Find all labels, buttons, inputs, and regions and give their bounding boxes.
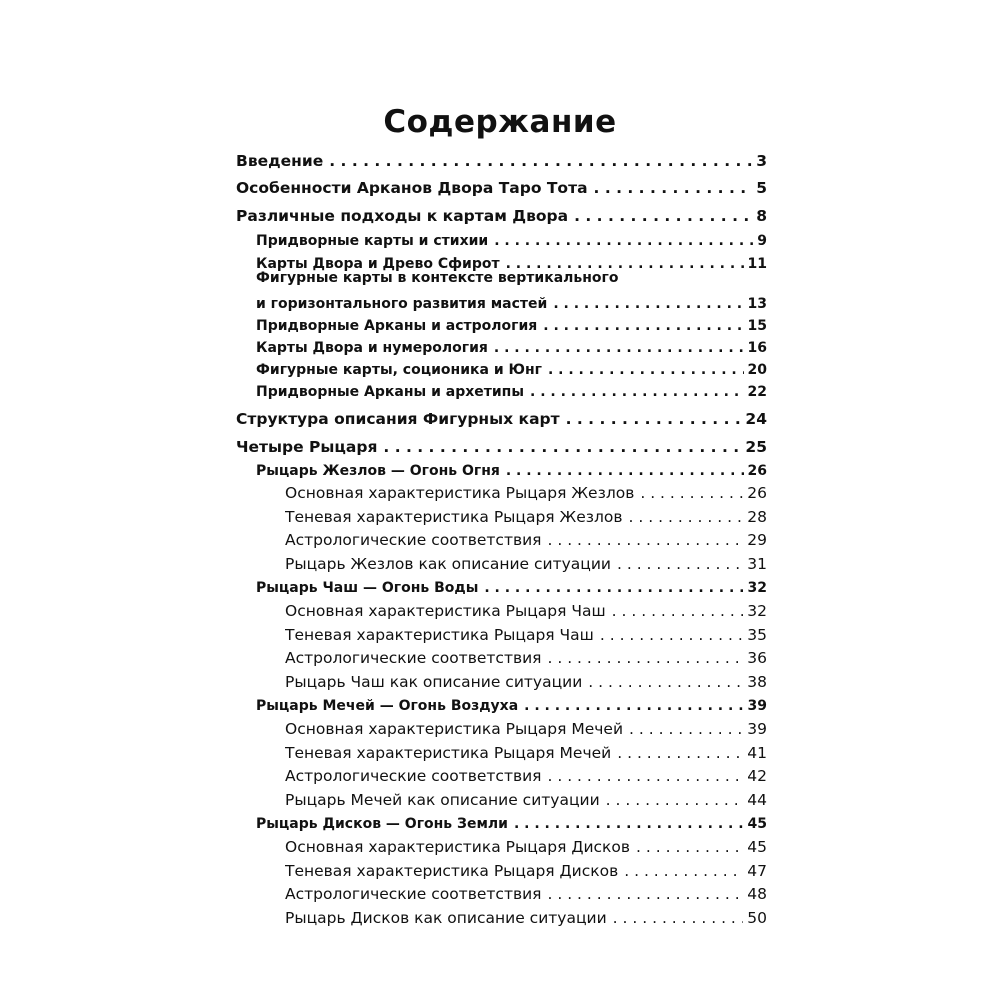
toc-entry[interactable]	[0, 248, 1000, 272]
toc-page-number: 20	[747, 362, 767, 378]
leader-dots	[640, 484, 743, 502]
toc-entry-label: Теневая характеристика Рыцаря Мечей	[285, 744, 612, 762]
toc-entry[interactable]	[0, 761, 1000, 785]
toc-entry-label: Структура описания Фигурных карт	[236, 410, 560, 428]
leader-dots	[600, 626, 743, 644]
toc-entry[interactable]	[0, 738, 1000, 762]
toc-entry[interactable]	[0, 201, 1000, 225]
toc-entry-label: Особенности Арканов Двора Таро Тота	[236, 179, 588, 197]
leader-dots	[613, 909, 744, 927]
toc-entry[interactable]	[0, 808, 1000, 832]
toc-entry-label: Рыцарь Дисков как описание ситуации	[285, 909, 607, 927]
toc-page-number: 45	[747, 816, 767, 832]
leader-dots	[524, 698, 743, 714]
toc-entry-label: Рыцарь Чаш как описание ситуации	[285, 673, 583, 691]
toc-page-number: 38	[747, 673, 767, 691]
toc-page-number: 39	[747, 720, 767, 738]
leader-dots	[606, 791, 744, 809]
leader-dots	[329, 152, 752, 170]
toc-entry[interactable]	[0, 310, 1000, 334]
toc-entry[interactable]	[0, 620, 1000, 644]
toc-page-number: 42	[747, 767, 767, 785]
toc-page-number: 35	[747, 626, 767, 644]
toc-page-number: 44	[747, 791, 767, 809]
toc-entry-label: и горизонтального развития мастей	[256, 296, 548, 312]
toc-page-number: 24	[745, 410, 767, 428]
leader-dots	[624, 862, 743, 880]
leader-dots	[514, 816, 744, 832]
toc-entry-label: Карты Двора и нумерология	[256, 340, 488, 356]
toc-entry-label: Рыцарь Чаш — Огонь Воды	[256, 580, 479, 596]
toc-entry[interactable]	[0, 146, 1000, 170]
leader-dots	[494, 233, 753, 249]
toc-entry-label: Теневая характеристика Рыцаря Дисков	[285, 862, 619, 880]
toc-entry-label: Рыцарь Дисков — Огонь Земли	[256, 816, 508, 832]
toc-page-number: 5	[756, 179, 767, 197]
toc-entry-label: Основная характеристика Рыцаря Дисков	[285, 838, 631, 856]
toc-page-number: 16	[747, 340, 767, 356]
toc-entry-label: Основная характеристика Рыцаря Чаш	[285, 602, 606, 620]
toc-page-number: 28	[747, 508, 767, 526]
toc-entry-label: Теневая характеристика Рыцаря Жезлов	[285, 508, 623, 526]
leader-dots	[548, 885, 744, 903]
toc-entry-label: Карты Двора и Древо Сфирот	[256, 256, 500, 272]
toc-page-number: 3	[756, 152, 767, 170]
toc-page-number: 32	[747, 602, 767, 620]
toc-page-number: 31	[747, 555, 767, 573]
toc-entry-label: Основная характеристика Рыцаря Мечей	[285, 720, 624, 738]
page-title: Содержание	[383, 104, 617, 140]
leader-dots	[484, 580, 743, 596]
toc-page-number: 41	[747, 744, 767, 762]
leader-dots	[612, 602, 744, 620]
toc-page-number: 26	[747, 463, 767, 479]
leader-dots	[617, 555, 743, 573]
toc-entry[interactable]	[0, 714, 1000, 738]
toc-entry-label: Астрологические соответствия	[285, 767, 542, 785]
toc-entry-label: Рыцарь Жезлов как описание ситуации	[285, 555, 611, 573]
toc-entry[interactable]	[0, 596, 1000, 620]
leader-dots	[530, 384, 744, 400]
leader-dots	[548, 531, 744, 549]
toc-entry-label: Придворные Арканы и архетипы	[256, 384, 525, 400]
toc-entry-label: Придворные карты и стихии	[256, 233, 489, 249]
toc-entry-label: Придворные Арканы и астрология	[256, 318, 538, 334]
toc-entry-label: Астрологические соответствия	[285, 531, 542, 549]
toc-entry-label: Рыцарь Жезлов — Огонь Огня	[256, 463, 500, 479]
leader-dots	[588, 673, 743, 691]
leader-dots	[629, 508, 744, 526]
toc-page-number: 26	[747, 484, 767, 502]
toc-entry-label: Четыре Рыцаря	[236, 438, 378, 456]
toc-entry-label-line1: Фигурные карты в контексте вертикального	[256, 270, 619, 286]
toc-entry[interactable]	[0, 502, 1000, 526]
toc-page-number: 8	[756, 207, 767, 225]
toc-entry-label: Фигурные карты, соционика и Юнг	[256, 362, 542, 378]
toc-page-number: 9	[757, 233, 767, 249]
leader-dots	[548, 767, 744, 785]
toc-entry[interactable]	[0, 376, 1000, 400]
toc-page-number: 13	[747, 296, 767, 312]
toc-entry-label: Теневая характеристика Рыцаря Чаш	[285, 626, 594, 644]
toc-page-number: 15	[747, 318, 767, 334]
toc-entry[interactable]	[0, 667, 1000, 691]
toc-entry[interactable]	[0, 879, 1000, 903]
leader-dots	[506, 463, 744, 479]
leader-dots	[566, 410, 742, 428]
toc-entry[interactable]	[0, 643, 1000, 667]
toc-entry[interactable]	[0, 572, 1000, 596]
leader-dots	[636, 838, 743, 856]
leader-dots	[574, 207, 752, 225]
toc-page-number: 32	[747, 580, 767, 596]
toc-entry[interactable]	[0, 332, 1000, 356]
toc-entry[interactable]	[0, 785, 1000, 809]
toc-entry[interactable]	[0, 903, 1000, 927]
toc-page-number: 36	[747, 649, 767, 667]
toc-page-number: 47	[747, 862, 767, 880]
toc-entry-label: Введение	[236, 152, 324, 170]
toc-entry[interactable]	[0, 354, 1000, 378]
toc-entry-label: Астрологические соответствия	[285, 885, 542, 903]
toc-entry-label: Рыцарь Мечей — Огонь Воздуха	[256, 698, 519, 714]
leader-dots	[548, 649, 744, 667]
toc-page-number: 45	[747, 838, 767, 856]
toc-page-number: 11	[747, 256, 767, 272]
toc-entry[interactable]	[0, 173, 1000, 197]
toc-entry[interactable]	[0, 225, 1000, 249]
toc-page-number: 25	[745, 438, 767, 456]
toc-entry-label: Основная характеристика Рыцаря Жезлов	[285, 484, 635, 502]
leader-dots	[383, 438, 741, 456]
toc-page-number: 48	[747, 885, 767, 903]
toc-entry[interactable]	[0, 690, 1000, 714]
toc-page-number: 29	[747, 531, 767, 549]
toc-page-number: 50	[747, 909, 767, 927]
toc-entry[interactable]	[0, 288, 1000, 312]
toc-entry[interactable]	[0, 432, 1000, 456]
toc-entry[interactable]	[0, 455, 1000, 479]
toc-entry[interactable]	[0, 404, 1000, 428]
toc-entry[interactable]	[0, 856, 1000, 880]
leader-dots	[629, 720, 743, 738]
toc-entry[interactable]	[0, 549, 1000, 573]
toc-page-number: 39	[747, 698, 767, 714]
toc-entry[interactable]	[0, 525, 1000, 549]
toc-page-number: 22	[747, 384, 767, 400]
toc-entry-label: Астрологические соответствия	[285, 649, 542, 667]
toc-entry-label: Различные подходы к картам Двора	[236, 207, 569, 225]
toc-entry-label: Рыцарь Мечей как описание ситуации	[285, 791, 600, 809]
leader-dots	[617, 744, 743, 762]
leader-dots	[594, 179, 753, 197]
toc-entry[interactable]	[0, 478, 1000, 502]
toc-entry[interactable]	[0, 832, 1000, 856]
